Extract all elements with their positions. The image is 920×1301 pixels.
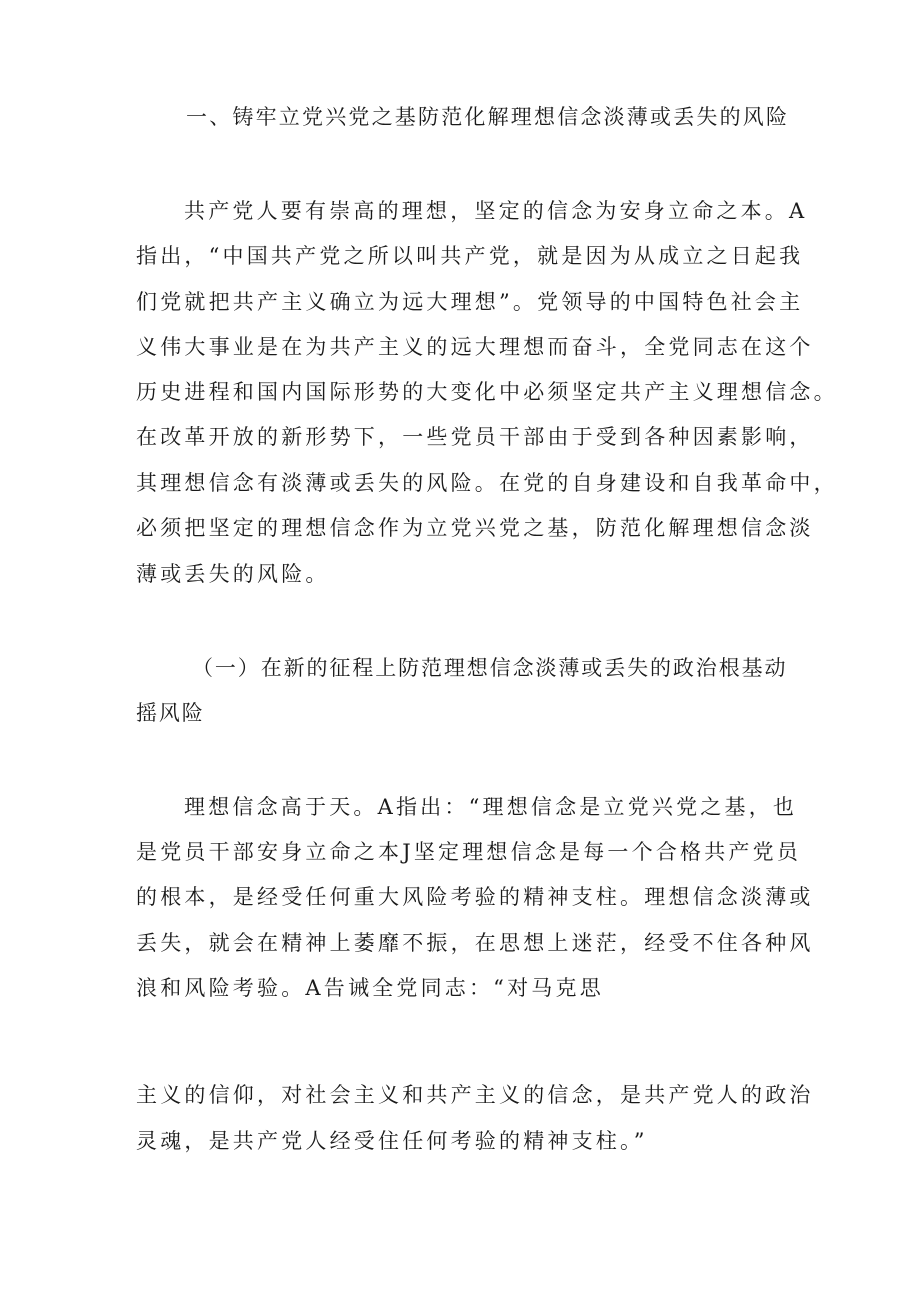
paragraph-line: 共产党人要有崇高的理想，坚定的信念为安身立命之本。A <box>184 199 808 223</box>
paragraph-line: 历史进程和国内国际形势的大变化中必须坚定共产主义理想信念。 <box>136 380 838 404</box>
heading-line: 摇风险 <box>136 701 205 725</box>
paragraph-line: 必须把坚定的理想信念作为立党兴党之基，防范化解理想信念淡 <box>136 516 814 540</box>
paragraph-line: 在改革开放的新形势下，一些党员干部由于受到各种因素影响， <box>136 425 814 449</box>
paragraph-line: 浪和风险考验。A告诫全党同志：“对马克思 <box>136 976 604 1000</box>
paragraph-line: 的根本，是经受任何重大风险考验的精神支柱。理想信念淡薄或 <box>136 885 814 909</box>
paragraph-line: 指出，“中国共产党之所以叫共产党，就是因为从成立之日起我 <box>136 244 804 268</box>
paragraph-line: 丢失，就会在精神上萎靡不振，在思想上迷茫，经受不住各种风 <box>136 931 814 955</box>
paragraph-line: 其理想信念有淡薄或丢失的风险。在党的自身建设和自我革命中， <box>136 471 838 495</box>
paragraph-line: 义伟大事业是在为共产主义的远大理想而奋斗，全党同志在这个 <box>136 335 814 359</box>
paragraph-line: 主义的信仰，对社会主义和共产主义的信念，是共产党人的政治 <box>136 1083 814 1107</box>
paragraph-line: 薄或丢失的风险。 <box>136 562 330 586</box>
paragraph-line: 是党员干部安身立命之本J坚定理想信念是每一个合格共产党员 <box>136 840 802 864</box>
heading-line: （一）在新的征程上防范理想信念淡薄或丢失的政治根基动 <box>192 656 788 680</box>
paragraph-line: 理想信念高于天。A指出：“理想信念是立党兴党之基，也 <box>184 795 798 819</box>
section-heading-1: 一、铸牢立党兴党之基防范化解理想信念淡薄或丢失的风险 <box>186 105 790 129</box>
paragraph-line: 灵魂，是共产党人经受住任何考验的精神支柱。” <box>136 1129 648 1153</box>
paragraph-line: 们党就把共产主义确立为远大理想”。党领导的中国特色社会主 <box>136 290 804 314</box>
